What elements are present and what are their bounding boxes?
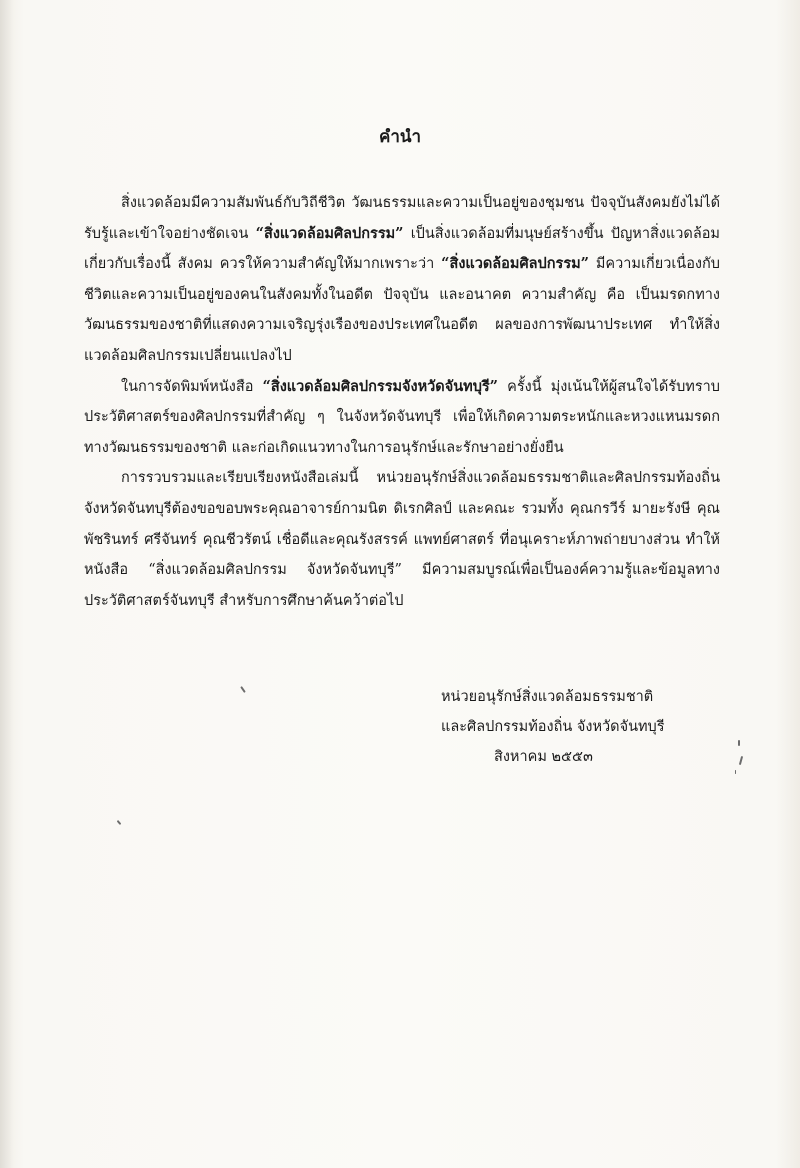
paragraph-1-text-b: เป็นสิ่งแวดล้อมที่มนุษย์สร้างขึ้น ปัญหาสิ่งแวดล้อมเกี่ยวกับเรื่องนี้ สังคม ควรให้ความสำคัญให้มากเพราะว่า (84, 225, 720, 273)
signature-date: สิงหาคม ๒๕๕๓ (494, 749, 593, 765)
paragraph-1-text-c: มีความเกี่ยวเนื่องกับชีวิตและความเป็นอยู่ของคนในสังคมทั้งในอดีต ปัจจุบัน และอนาคต ความสำคัญ คือ เป็นมรดกทางวัฒนธรรมของชาติที่แสดงความเจริญรุ่งเรืองของประเทศในอดีต ผลของการพัฒนาประเทศ ทำให้สิ่งแวดล้อมศิลปกรรมเปลี่ยนแปลงไป (84, 256, 720, 364)
scan-speck (735, 770, 736, 774)
paragraph-2-text-a: ในการจัดพิมพ์หนังสือ (121, 378, 263, 395)
paragraph-3: การรวบรวมและเรียบเรียงหนังสือเล่มนี้ หน่วยอนุรักษ์สิ่งแวดล้อมธรรมชาติและศิลปกรรมท้องถิ่นจังหวัดจันทบุรีต้องขอขอบพระคุณอาจารย์กามนิต ดิเรกศิลป์ และคณะ รวมทั้ง คุณกรวีร์ มายะรังษี คุณพัชรินทร์ ศรีจันทร์ คุณชีวรัตน์ เชื่อดีและคุณรังสรรค์ แพทย์ศาสตร์ ที่อนุเคราะห์ภาพถ่ายบางส่วน ทำให้ หนังสือ “สิ่งแวดล้อมศิลปกรรม จังหวัดจันทบุรี” มีความสมบูรณ์เพื่อเป็นองค์ความรู้และข้อมูลทางประวัติศาสตร์จันทบุรี สำหรับการศึกษาค้นคว้าต่อไป (84, 470, 720, 609)
paragraph-2-text-b: ครั้งนี้ มุ่งเน้นให้ผู้สนใจได้รับทราบประวัติศาสตร์ของศิลปกรรมที่สำคัญ ๆ ในจังหวัดจันทบุรี เพื่อให้เกิดความตระหนักและหวงแหนมรดกทางวัฒนธรรมของชาติ และก่อเกิดแนวทางในการอนุรักษ์และรักษาอย่างยั่งยืน (84, 378, 720, 456)
paragraph-2 (84, 372, 720, 464)
page-title: คำนำ (378, 127, 422, 147)
page-gutter-shadow (0, 0, 14, 1168)
signature-block (441, 682, 665, 772)
paragraph-1 (84, 188, 720, 372)
paragraph-1-bold-a: “สิ่งแวดล้อมศิลปกรรม” (255, 224, 404, 242)
paragraph-1-bold-b: “สิ่งแวดล้อมศิลปกรรม” (441, 255, 589, 273)
scan-speck (117, 820, 122, 825)
paragraph-1-text-a: สิ่งแวดล้อมมีความสัมพันธ์กับวิถีชีวิต วัฒนธรรมและความเป็นอยู่ของชุมชน ปัจจุบันสังคมยังไม่ได้รับรู้และเข้าใจอย่างชัดเจน (84, 195, 720, 242)
signature-line-2: และศิลปกรรมท้องถิ่น จังหวัดจันทบุรี (441, 719, 665, 735)
scan-speck (240, 686, 246, 693)
signature-line-1: หน่วยอนุรักษ์สิ่งแวดล้อมธรรมชาติ (441, 689, 654, 705)
scan-speck (738, 740, 740, 746)
preface-body (84, 188, 720, 616)
scan-speck (739, 756, 743, 765)
paragraph-2-bold: “สิ่งแวดล้อมศิลปกรรมจังหวัดจันทบุรี” (262, 377, 499, 395)
